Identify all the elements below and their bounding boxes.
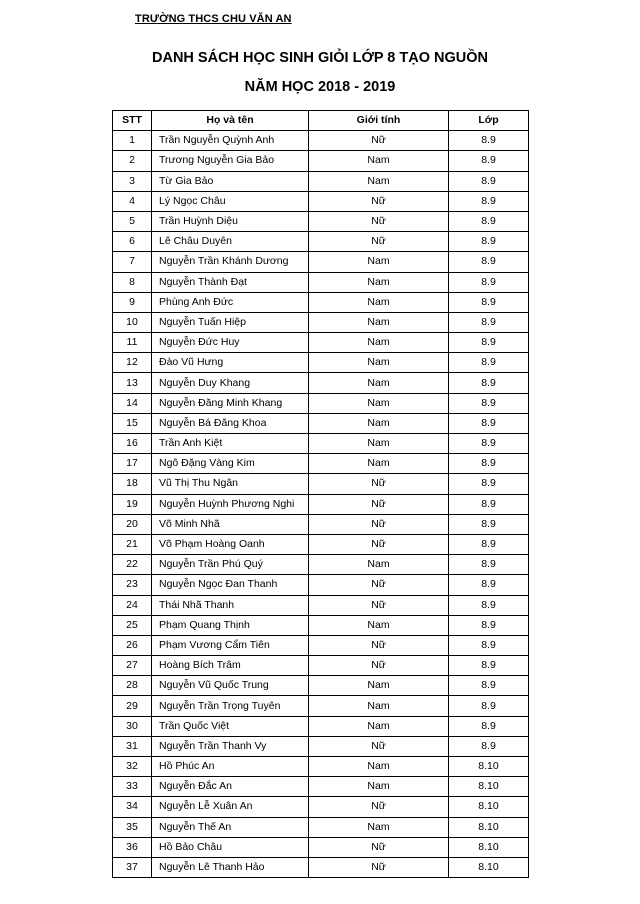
cell-stt: 17 (113, 454, 152, 474)
cell-stt: 9 (113, 292, 152, 312)
cell-gender: Nam (309, 171, 449, 191)
cell-stt: 26 (113, 635, 152, 655)
cell-name: Ngô Đặng Vàng Kim (152, 454, 309, 474)
cell-class: 8.9 (449, 434, 529, 454)
table-row (113, 211, 529, 231)
table-row (113, 393, 529, 413)
cell-name: Vũ Thị Thu Ngân (152, 474, 309, 494)
cell-gender: Nữ (309, 534, 449, 554)
cell-name: Phạm Vương Cẩm Tiên (152, 635, 309, 655)
cell-name: Nguyễn Vũ Quốc Trung (152, 676, 309, 696)
header-gender: Giới tính (309, 111, 449, 131)
header-stt: STT (113, 111, 152, 131)
cell-name: Trần Anh Kiệt (152, 434, 309, 454)
cell-name: Trần Quốc Việt (152, 716, 309, 736)
school-year-title: NĂM HỌC 2018 - 2019 (244, 79, 396, 95)
cell-name: Nguyễn Bá Đăng Khoa (152, 413, 309, 433)
cell-stt: 1 (113, 131, 152, 151)
cell-name: Nguyễn Đức Huy (152, 333, 309, 353)
cell-gender: Nam (309, 757, 449, 777)
cell-name: Nguyễn Duy Khang (152, 373, 309, 393)
cell-stt: 34 (113, 797, 152, 817)
table-row (113, 151, 529, 171)
cell-stt: 23 (113, 575, 152, 595)
cell-class: 8.10 (449, 857, 529, 877)
cell-class: 8.9 (449, 393, 529, 413)
cell-class: 8.9 (449, 232, 529, 252)
table-row (113, 656, 529, 676)
table-row (113, 131, 529, 151)
table-row (113, 494, 529, 514)
cell-gender: Nữ (309, 595, 449, 615)
table-row (113, 555, 529, 575)
cell-gender: Nam (309, 454, 449, 474)
cell-gender: Nam (309, 292, 449, 312)
cell-gender: Nam (309, 716, 449, 736)
cell-name: Đào Vũ Hưng (152, 353, 309, 373)
cell-class: 8.9 (449, 534, 529, 554)
cell-name: Nguyễn Đắc An (152, 777, 309, 797)
cell-gender: Nữ (309, 797, 449, 817)
cell-class: 8.9 (449, 151, 529, 171)
cell-name: Thái Nhã Thanh (152, 595, 309, 615)
cell-name: Trần Huỳnh Diệu (152, 211, 309, 231)
cell-gender: Nữ (309, 514, 449, 534)
cell-class: 8.9 (449, 656, 529, 676)
cell-name: Nguyễn Lễ Xuân An (152, 797, 309, 817)
cell-stt: 22 (113, 555, 152, 575)
cell-class: 8.9 (449, 353, 529, 373)
cell-gender: Nam (309, 817, 449, 837)
table-row (113, 292, 529, 312)
cell-gender: Nữ (309, 191, 449, 211)
cell-stt: 13 (113, 373, 152, 393)
table-row (113, 413, 529, 433)
cell-stt: 36 (113, 837, 152, 857)
cell-gender: Nam (309, 252, 449, 272)
cell-stt: 21 (113, 534, 152, 554)
cell-stt: 25 (113, 615, 152, 635)
cell-gender: Nữ (309, 837, 449, 857)
table-row (113, 757, 529, 777)
table-row (113, 171, 529, 191)
cell-gender: Nam (309, 151, 449, 171)
cell-gender: Nam (309, 696, 449, 716)
table-row (113, 252, 529, 272)
cell-gender: Nữ (309, 635, 449, 655)
cell-class: 8.9 (449, 736, 529, 756)
cell-class: 8.9 (449, 272, 529, 292)
cell-stt: 28 (113, 676, 152, 696)
table-row (113, 837, 529, 857)
cell-class: 8.9 (449, 474, 529, 494)
cell-class: 8.9 (449, 373, 529, 393)
cell-stt: 27 (113, 656, 152, 676)
student-table (112, 110, 529, 878)
table-row (113, 474, 529, 494)
cell-class: 8.9 (449, 635, 529, 655)
cell-name: Lê Châu Duyên (152, 232, 309, 252)
cell-class: 8.9 (449, 595, 529, 615)
cell-stt: 31 (113, 736, 152, 756)
table-row (113, 191, 529, 211)
cell-class: 8.10 (449, 797, 529, 817)
cell-name: Nguyễn Trần Khánh Dương (152, 252, 309, 272)
cell-gender: Nam (309, 393, 449, 413)
cell-stt: 8 (113, 272, 152, 292)
table-row (113, 696, 529, 716)
table-row (113, 736, 529, 756)
cell-class: 8.10 (449, 777, 529, 797)
cell-gender: Nữ (309, 494, 449, 514)
cell-stt: 14 (113, 393, 152, 413)
cell-gender: Nam (309, 555, 449, 575)
cell-stt: 20 (113, 514, 152, 534)
cell-gender: Nam (309, 676, 449, 696)
cell-stt: 33 (113, 777, 152, 797)
table-body (113, 131, 529, 878)
table-row (113, 615, 529, 635)
school-name: TRƯỜNG THCS CHU VĂN AN (135, 13, 292, 25)
header-name: Họ và tên (152, 111, 309, 131)
cell-name: Phùng Anh Đức (152, 292, 309, 312)
header-class: Lớp (449, 111, 529, 131)
cell-name: Nguyễn Trần Thanh Vy (152, 736, 309, 756)
cell-stt: 3 (113, 171, 152, 191)
table-row (113, 333, 529, 353)
cell-class: 8.9 (449, 211, 529, 231)
cell-class: 8.9 (449, 333, 529, 353)
table-row (113, 312, 529, 332)
cell-name: Nguyễn Trần Trọng Tuyên (152, 696, 309, 716)
cell-stt: 15 (113, 413, 152, 433)
table-row (113, 514, 529, 534)
cell-class: 8.9 (449, 696, 529, 716)
cell-stt: 16 (113, 434, 152, 454)
cell-stt: 18 (113, 474, 152, 494)
cell-gender: Nam (309, 353, 449, 373)
cell-class: 8.9 (449, 514, 529, 534)
cell-class: 8.9 (449, 191, 529, 211)
cell-name: Nguyễn Thế An (152, 817, 309, 837)
table-header-row (113, 111, 529, 131)
cell-gender: Nữ (309, 736, 449, 756)
cell-name: Nguyễn Đăng Minh Khang (152, 393, 309, 413)
cell-stt: 4 (113, 191, 152, 211)
table-row (113, 635, 529, 655)
cell-name: Võ Phạm Hoàng Oanh (152, 534, 309, 554)
cell-class: 8.10 (449, 757, 529, 777)
cell-name: Nguyễn Huỳnh Phương Nghi (152, 494, 309, 514)
cell-gender: Nam (309, 413, 449, 433)
cell-class: 8.9 (449, 252, 529, 272)
cell-class: 8.9 (449, 494, 529, 514)
cell-name: Hoàng Bích Trâm (152, 656, 309, 676)
cell-gender: Nữ (309, 575, 449, 595)
cell-class: 8.10 (449, 817, 529, 837)
cell-name: Nguyễn Tuấn Hiệp (152, 312, 309, 332)
cell-class: 8.10 (449, 837, 529, 857)
cell-stt: 32 (113, 757, 152, 777)
table-row (113, 434, 529, 454)
document-title: DANH SÁCH HỌC SINH GIỎI LỚP 8 TẠO NGUỒN (152, 50, 488, 66)
cell-name: Phạm Quang Thịnh (152, 615, 309, 635)
cell-name: Võ Minh Nhã (152, 514, 309, 534)
cell-class: 8.9 (449, 171, 529, 191)
cell-stt: 5 (113, 211, 152, 231)
cell-name: Nguyễn Trần Phú Quý (152, 555, 309, 575)
table-row (113, 777, 529, 797)
cell-stt: 7 (113, 252, 152, 272)
cell-name: Hồ Bảo Châu (152, 837, 309, 857)
table-row (113, 857, 529, 877)
cell-class: 8.9 (449, 615, 529, 635)
cell-class: 8.9 (449, 131, 529, 151)
cell-stt: 24 (113, 595, 152, 615)
table-row (113, 353, 529, 373)
cell-class: 8.9 (449, 454, 529, 474)
cell-stt: 2 (113, 151, 152, 171)
cell-stt: 37 (113, 857, 152, 877)
cell-name: Trương Nguyễn Gia Bảo (152, 151, 309, 171)
table-row (113, 716, 529, 736)
cell-class: 8.9 (449, 716, 529, 736)
table-row (113, 595, 529, 615)
cell-gender: Nữ (309, 131, 449, 151)
cell-name: Nguyễn Ngọc Đan Thanh (152, 575, 309, 595)
cell-gender: Nữ (309, 656, 449, 676)
cell-gender: Nam (309, 272, 449, 292)
table-row (113, 373, 529, 393)
table-row (113, 676, 529, 696)
cell-gender: Nam (309, 373, 449, 393)
cell-class: 8.9 (449, 292, 529, 312)
table-row (113, 575, 529, 595)
cell-stt: 30 (113, 716, 152, 736)
cell-stt: 29 (113, 696, 152, 716)
cell-name: Nguyễn Lê Thanh Hảo (152, 857, 309, 877)
cell-stt: 19 (113, 494, 152, 514)
cell-gender: Nam (309, 434, 449, 454)
cell-class: 8.9 (449, 312, 529, 332)
cell-class: 8.9 (449, 555, 529, 575)
cell-name: Hồ Phúc An (152, 757, 309, 777)
cell-class: 8.9 (449, 575, 529, 595)
table-row (113, 534, 529, 554)
table-row (113, 232, 529, 252)
cell-gender: Nữ (309, 474, 449, 494)
cell-class: 8.9 (449, 413, 529, 433)
cell-gender: Nữ (309, 211, 449, 231)
cell-stt: 35 (113, 817, 152, 837)
cell-gender: Nam (309, 777, 449, 797)
table-row (113, 797, 529, 817)
cell-gender: Nữ (309, 232, 449, 252)
cell-stt: 12 (113, 353, 152, 373)
cell-stt: 10 (113, 312, 152, 332)
table-row (113, 454, 529, 474)
cell-stt: 11 (113, 333, 152, 353)
cell-gender: Nam (309, 615, 449, 635)
cell-name: Lý Ngọc Châu (152, 191, 309, 211)
table-row (113, 817, 529, 837)
cell-name: Nguyễn Thành Đạt (152, 272, 309, 292)
cell-gender: Nam (309, 333, 449, 353)
cell-gender: Nữ (309, 857, 449, 877)
cell-name: Từ Gia Bảo (152, 171, 309, 191)
cell-stt: 6 (113, 232, 152, 252)
cell-name: Trần Nguyễn Quỳnh Anh (152, 131, 309, 151)
cell-class: 8.9 (449, 676, 529, 696)
table-row (113, 272, 529, 292)
cell-gender: Nam (309, 312, 449, 332)
